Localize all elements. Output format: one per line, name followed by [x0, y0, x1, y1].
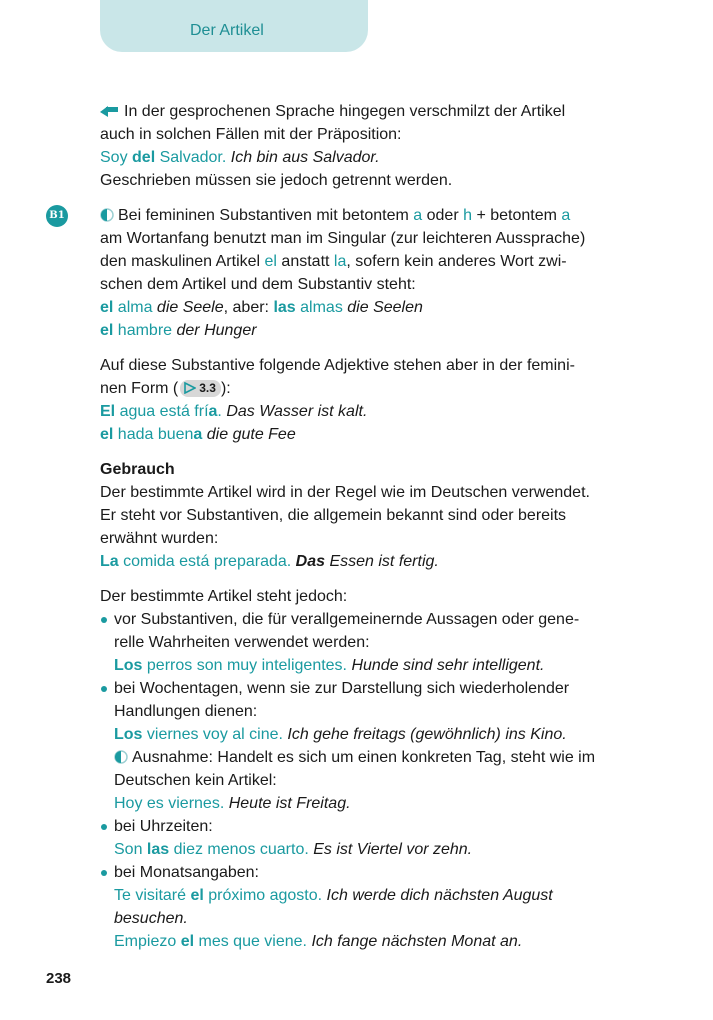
list-item: bei Uhrzeiten: Son las diez menos cuarto. Es ist Viertel vor zehn. [100, 815, 660, 861]
example: Los perros son muy inteligentes. Hunde sind sehr intelligent. [114, 657, 545, 674]
example: Son las diez menos cuarto. Es ist Viertel vor zehn. [114, 841, 473, 858]
main-content [100, 100, 660, 965]
example: La comida está preparada. Das Essen ist fertig. [100, 553, 439, 570]
usage-list: Der bestimmte Artikel steht jedoch: vor Substantiven, die für verallgemeinernde Aussagen oder gene- relle Wahrheiten verwendet werden: Los perros son muy inteligentes. Hunde sind sehr intelligent. bei Wochentagen, wenn sie zur Darstellung sich wiederholender Handlungen dienen: Los viernes voy al cine. Ich gehe freitags (gewöhnlich) ins Kino. Ausnahme: Handelt es sich um einen konkreten Tag, steht wie im Deutschen kein Artikel: Hoy es viernes. Heute ist Freitag. bei Uhrzeiten: Son las diez menos cuarto. Es ist Viertel vor zehn. bei Monatsangaben: Te visitaré el próximo agosto. Ich werde dich nächsten August besuchen. Empiezo el mes que viene. Ich fange nächsten Monat an. [100, 585, 660, 953]
half-circle-icon [114, 750, 128, 764]
cross-reference-link[interactable]: 3.3 [180, 380, 221, 397]
example: Hoy es viernes. Heute ist Freitag. [114, 795, 351, 812]
example: el hada buena die gute Fee [100, 426, 296, 443]
section-heading: Gebrauch [100, 461, 175, 478]
list-item: bei Wochentagen, wenn sie zur Darstellung sich wiederholender Handlungen dienen: Los viernes voy al cine. Ich gehe freitags (gewöhnlich) ins Kino. Ausnahme: Handelt es sich um einen konkreten Tag, steht wie im Deutschen kein Artikel: Hoy es viernes. Heute ist Freitag. [100, 677, 660, 815]
example: El agua está fría. Das Wasser ist kalt. [100, 403, 368, 420]
colloquial-note: In der gesprochenen Sprache hingegen verschmilzt der Artikel auch in solchen Fällen mit der Präposition: Soy del Salvador. Ich bin aus Salvador. Geschrieben müssen sie jedoch getrennt werden. [100, 100, 660, 192]
example: el alma die Seele, aber: las almas die Seelen [100, 299, 423, 316]
example: Los viernes voy al cine. Ich gehe freitags (gewöhnlich) ins Kino. [114, 726, 567, 743]
return-arrow-icon [100, 105, 120, 117]
adjectives-rule: Auf diese Substantive folgende Adjektive stehen aber in der femini- nen Form ( 3.3 ): El agua está fría. Das Wasser ist kalt. el hada buena die gute Fee [100, 354, 660, 446]
example: el hambre der Hunger [100, 322, 257, 339]
play-triangle-icon [184, 382, 196, 394]
usage-section: Gebrauch Der bestimmte Artikel wird in der Regel wie im Deutschen verwendet. Er steht vor Substantiven, die allgemein bekannt sind oder bereits erwähnt wurden: La comida está preparada. Das Essen ist fertig. [100, 458, 660, 573]
example: Soy del Salvador. Ich bin aus Salvador. [100, 149, 380, 166]
example: Te visitaré el próximo agosto. Ich werde dich nächsten August [114, 887, 553, 904]
list-item: bei Monatsangaben: Te visitaré el próximo agosto. Ich werde dich nächsten August besuchen. Empiezo el mes que viene. Ich fange nächsten Monat an. [100, 861, 660, 953]
chapter-title: Der Artikel [190, 22, 264, 39]
feminine-nouns-rule: Bei femininen Substantiven mit betontem a oder h + betontem a am Wortanfang benutzt man im Singular (zur leichteren Aussprache) den maskulinen Artikel el anstatt la, sofern kein anderes Wort zwi- schen dem Artikel und dem Substantiv steht: el alma die Seele, aber: las almas die Seelen el hambre der Hunger [100, 204, 660, 342]
list-item: vor Substantiven, die für verallgemeinernde Aussagen oder gene- relle Wahrheiten verwendet werden: Los perros son muy inteligentes. Hunde sind sehr intelligent. [100, 608, 660, 677]
half-circle-icon [100, 208, 114, 222]
chapter-tab [100, 0, 368, 52]
level-badge: B1 [46, 205, 68, 227]
example: Empiezo el mes que viene. Ich fange nächsten Monat an. [114, 933, 523, 950]
page-number: 238 [46, 970, 72, 987]
